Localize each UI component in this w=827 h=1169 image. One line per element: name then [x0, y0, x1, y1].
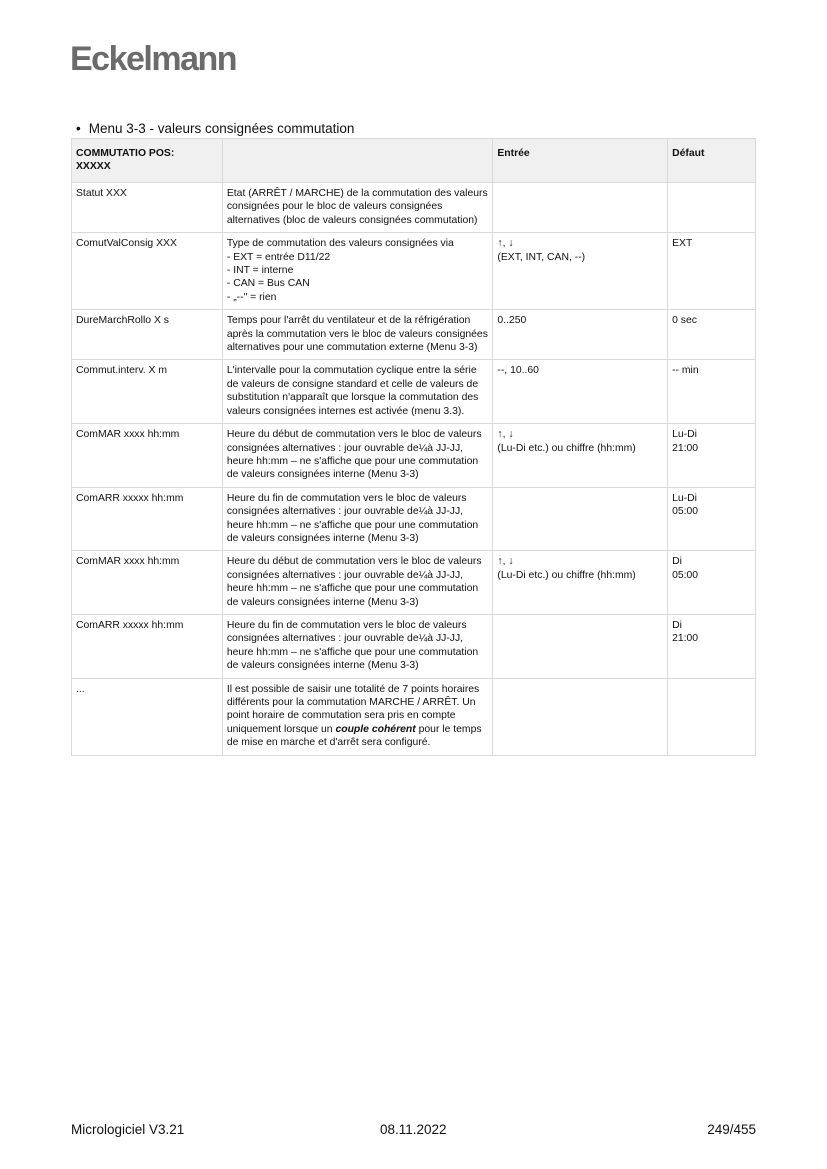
cell-default: [668, 678, 756, 755]
section-heading: [76, 121, 354, 136]
cell-description: Heure du début de commutation vers le bloc de valeurs consignées alternatives : jour ouvrable de¼à JJ-JJ, heure hh:mm – ne s'affiche que pour une commutation de valeurs consignées interne (Menu 3-3): [222, 424, 493, 488]
header-cell-input: Entrée: [493, 139, 668, 183]
table-row: [72, 183, 756, 233]
cell-input: [493, 183, 668, 233]
cell-parameter: ComutValConsig XXX: [72, 233, 223, 310]
cell-default: Di 21:00: [668, 614, 756, 678]
table-row: [72, 310, 756, 360]
note-text-end: pour le temps de mise en marche et d'arrêt sera configuré.: [226, 723, 482, 749]
cell-parameter: Commut.interv. X m: [72, 360, 223, 424]
table-row: [72, 233, 756, 310]
cell-parameter: DureMarchRollo X s: [72, 310, 223, 360]
header-cell-parameter: COMMUTATIO POS: XXXXX: [72, 139, 223, 183]
cell-parameter: ComARR xxxxx hh:mm: [72, 487, 223, 551]
cell-default: -- min: [668, 360, 756, 424]
table-row: [72, 360, 756, 424]
table-row: [72, 551, 756, 615]
cell-input: [493, 678, 668, 755]
cell-parameter: ...: [72, 678, 223, 755]
cell-input: [493, 487, 668, 551]
table-row: [72, 424, 756, 488]
company-logo: Eckelmann: [70, 40, 237, 78]
cell-input: ↑, ↓ (EXT, INT, CAN, --): [493, 233, 668, 310]
section-title: Menu 3-3 - valeurs consignées commutation: [88, 121, 355, 136]
header-cell-description: [222, 139, 493, 183]
cell-parameter: ComMAR xxxx hh:mm: [72, 551, 223, 615]
table-row: [72, 614, 756, 678]
cell-description: Heure du début de commutation vers le bloc de valeurs consignées alternatives : jour ouvrable de¼à JJ-JJ, heure hh:mm – ne s'affiche que pour une commutation de valeurs consignées interne (Menu 3-3): [222, 551, 493, 615]
cell-default: 0 sec: [668, 310, 756, 360]
cell-description: L'intervalle pour la commutation cyclique entre la série de valeurs de consigne standard et celle de valeurs de substitution n'apparaît que lorsque la commutation des valeurs consignées internes est activée (menu 3.3).: [222, 360, 493, 424]
cell-parameter: ComARR xxxxx hh:mm: [72, 614, 223, 678]
cell-default: [668, 183, 756, 233]
cell-default: Di 05:00: [668, 551, 756, 615]
cell-default: Lu-Di 21:00: [668, 424, 756, 488]
cell-default: Lu-Di 05:00: [668, 487, 756, 551]
cell-input: --, 10..60: [493, 360, 668, 424]
header-cell-default: Défaut: [668, 139, 756, 183]
footer-page-number: 249/455: [707, 1122, 756, 1137]
cell-description: Etat (ARRÊT / MARCHE) de la commutation des valeurs consignées pour le bloc de valeurs consignées alternatives (bloc de valeurs consignées commutation): [222, 183, 493, 233]
parameter-table: [71, 138, 756, 756]
note-emphasis: couple cohérent: [335, 723, 416, 735]
footer-date: 08.11.2022: [380, 1122, 447, 1137]
table-header-row: [72, 139, 756, 183]
table-row: [72, 487, 756, 551]
cell-description: Type de commutation des valeurs consignées via - EXT = entrée D11/22 - INT = interne - CAN = Bus CAN - „--" = rien: [222, 233, 493, 310]
bullet: •: [76, 121, 81, 136]
cell-description-note: [222, 678, 493, 755]
note-text: Il est possible de saisir une totalité de 7 points horaires différents pour la commutation MARCHE / ARRÊT. Un point horaire de commutation sera pris en compte uniquement lorsque un: [226, 683, 480, 735]
cell-default: EXT: [668, 233, 756, 310]
cell-parameter: ComMAR xxxx hh:mm: [72, 424, 223, 488]
cell-input: 0..250: [493, 310, 668, 360]
cell-input: [493, 614, 668, 678]
cell-input: ↑, ↓ (Lu-Di etc.) ou chiffre (hh:mm): [493, 551, 668, 615]
cell-input: ↑, ↓ (Lu-Di etc.) ou chiffre (hh:mm): [493, 424, 668, 488]
cell-description: Temps pour l'arrêt du ventilateur et de la réfrigération après la commutation vers le bloc de valeurs consignées alternatives pour une commutation externe (Menu 3-3): [222, 310, 493, 360]
cell-description: Heure du fin de commutation vers le bloc de valeurs consignées alternatives : jour ouvrable de¼à JJ-JJ, heure hh:mm – ne s'affiche que pour une commutation de valeurs consignées interne (Menu 3-3): [222, 614, 493, 678]
footer-version: Micrologiciel V3.21: [71, 1122, 185, 1137]
cell-description: Heure du fin de commutation vers le bloc de valeurs consignées alternatives : jour ouvrable de¼à JJ-JJ, heure hh:mm – ne s'affiche que pour une commutation de valeurs consignées interne (Menu 3-3): [222, 487, 493, 551]
cell-parameter: Statut XXX: [72, 183, 223, 233]
table-row-note: [72, 678, 756, 755]
